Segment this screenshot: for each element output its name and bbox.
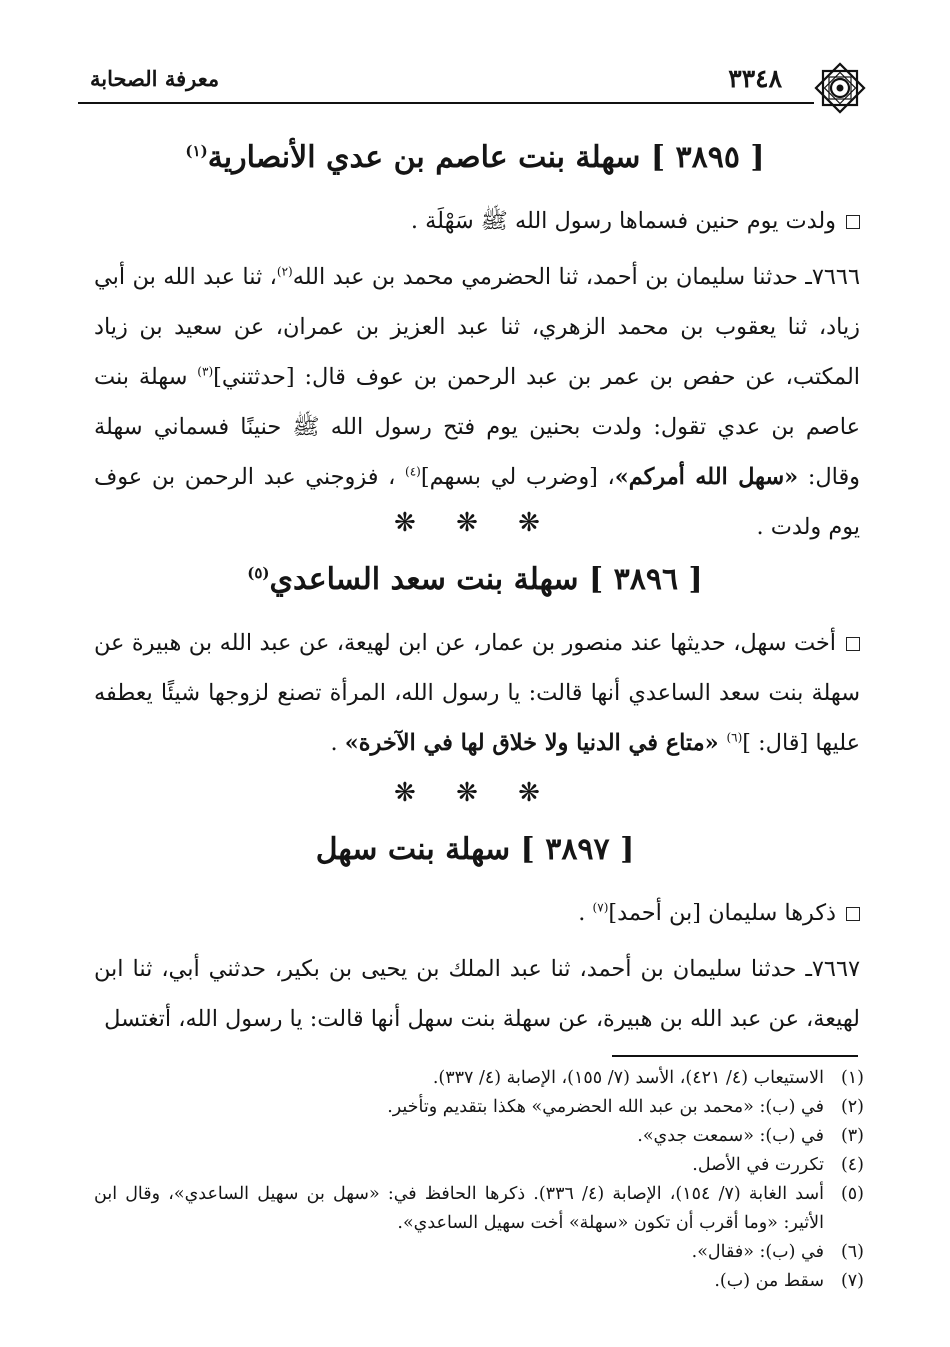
hadith-text: ٧٦٦٧ـ حدثنا سليمان بن أحمد، ثنا عبد الملك بن يحيى بن بكير، حدثني أبي، ثنا ابن لهيعة، عن عبد الله بن هبيرة، عن سهلة بنت سهل أنها قالت: يا رسول الله، أتغتسل bbox=[94, 956, 860, 1032]
entry-heading-text: [ ٣٨٩٥ ] سهلة بنت عاصم بن عدي الأنصارية bbox=[207, 140, 765, 175]
entry-heading-3895 bbox=[70, 140, 880, 175]
footnote-item bbox=[94, 1093, 864, 1122]
hadith-text: ، فزوجني عبد الرحمن بن عوف يوم ولدت . bbox=[94, 464, 860, 540]
page-number: ٣٣٤٨ bbox=[728, 64, 782, 93]
section-separator: ❋ ❋ ❋ bbox=[394, 778, 556, 808]
hadith-text: ٧٦٦٦ـ حدثنا سليمان بن أحمد، ثنا الحضرمي محمد بن عبد الله bbox=[292, 264, 860, 290]
prophetic-saying: «سهل الله أمركم» bbox=[614, 464, 799, 490]
footnote-rule bbox=[612, 1055, 858, 1057]
prophetic-saying: «متاع في الدنيا ولا خلاق لها في الآخرة» bbox=[344, 730, 727, 756]
intro-text: ذكرها سليمان [بن أحمد] bbox=[608, 900, 836, 926]
entry-heading-3896 bbox=[70, 562, 880, 597]
footnote-text: في (ب): «فقال». bbox=[691, 1242, 824, 1262]
footnote-number: (١) bbox=[840, 1068, 864, 1088]
footnote-marker: (٢) bbox=[276, 264, 293, 279]
square-bullet-icon bbox=[846, 907, 860, 921]
square-bullet-icon bbox=[846, 215, 860, 229]
footnote-text: الاستيعاب (٤/ ٤٢١)، الأسد (٧/ ١٥٥)، الإصابة (٤/ ٣٣٧). bbox=[432, 1068, 824, 1088]
entry-text: . bbox=[330, 730, 345, 756]
running-title: معرفة الصحابة bbox=[90, 66, 220, 91]
square-bullet-icon bbox=[846, 637, 860, 651]
entry-body-3896 bbox=[94, 618, 860, 768]
entry-heading-3897 bbox=[70, 832, 880, 867]
footnote-number: (٦) bbox=[840, 1242, 864, 1262]
hadith-text: سهلة بنت عاصم بن عدي تقول: ولدت بحنين يوم فتح رسول الله ﷺ حنينًا فسماني سهلة وقال: bbox=[94, 364, 860, 490]
footnote-text: أسد الغابة (٧/ ١٥٤)، الإصابة (٤/ ٣٣٦). ذكرها الحافظ في: «سهل بن سهيل الساعدي»، وقال ابن الأثير: «وما أقرب أن تكون «سهلة» أخت سهيل الساعدي». bbox=[94, 1184, 824, 1233]
entry-intro-3895 bbox=[94, 196, 860, 246]
footnote-item bbox=[94, 1064, 864, 1093]
footnote-text: في (ب): «سمعت جدي». bbox=[637, 1126, 824, 1146]
footnote-item bbox=[94, 1238, 864, 1267]
footnote-marker: (١) bbox=[185, 142, 208, 160]
footnote-number: (٣) bbox=[840, 1126, 864, 1146]
hadith-7667 bbox=[94, 944, 860, 1044]
intro-text: ولدت يوم حنين فسماها رسول الله ﷺ سَهْلَة . bbox=[410, 208, 836, 234]
footnote-marker: (٣) bbox=[197, 364, 214, 379]
entry-text: أخت سهل، حديثها عند منصور بن عمار، عن ابن لهيعة، عن عبد الله بن هبيرة عن سهلة بنت سعد الساعدي أنها قالت: يا رسول الله، المرأة تصنع لزوجها شيئًا يعطفه عليها [قال: ] bbox=[94, 630, 860, 756]
intro-text: . bbox=[578, 900, 593, 926]
footnote-number: (٧) bbox=[840, 1271, 864, 1291]
footnote-item bbox=[94, 1267, 864, 1296]
header-rule bbox=[78, 102, 814, 104]
footnote-text: سقط من (ب). bbox=[714, 1271, 824, 1291]
hadith-text: ، ثنا عبد الله بن أبي زياد، ثنا يعقوب بن محمد الزهري، ثنا عبد العزيز بن عمران، عن سعيد بن زياد المكتب، عن حفص بن عمر بن عبد الرحمن بن عوف قال: [حدثتني] bbox=[94, 264, 860, 390]
footnote-item bbox=[94, 1180, 864, 1238]
footnote-text: في (ب): «محمد بن عبد الله الحضرمي» هكذا بتقديم وتأخير. bbox=[387, 1097, 824, 1117]
entry-intro-3897 bbox=[94, 888, 860, 938]
footnote-marker: (٦) bbox=[726, 730, 743, 745]
footnote-item bbox=[94, 1151, 864, 1180]
footnote-number: (٢) bbox=[840, 1097, 864, 1117]
page-header bbox=[78, 58, 870, 110]
entry-heading-text: [ ٣٨٩٦ ] سهلة بنت سعد الساعدي bbox=[269, 562, 703, 597]
octagram-ornament-icon bbox=[810, 58, 870, 118]
footnote-number: (٥) bbox=[840, 1184, 864, 1204]
hadith-7666 bbox=[94, 252, 860, 552]
footnote-marker: (٧) bbox=[592, 900, 609, 915]
footnote-item bbox=[94, 1122, 864, 1151]
hadith-text: ، [وضرب لي بسهم] bbox=[420, 464, 615, 490]
footnote-marker: (٤) bbox=[405, 464, 421, 479]
entry-heading-text: [ ٣٨٩٧ ] سهلة بنت سهل bbox=[315, 832, 635, 867]
footnote-number: (٤) bbox=[840, 1155, 864, 1175]
footnote-text: تكررت في الأصل. bbox=[692, 1155, 824, 1175]
section-separator: ❋ ❋ ❋ bbox=[394, 508, 556, 538]
footnote-marker: (٥) bbox=[247, 564, 270, 582]
footnotes bbox=[94, 1064, 864, 1296]
